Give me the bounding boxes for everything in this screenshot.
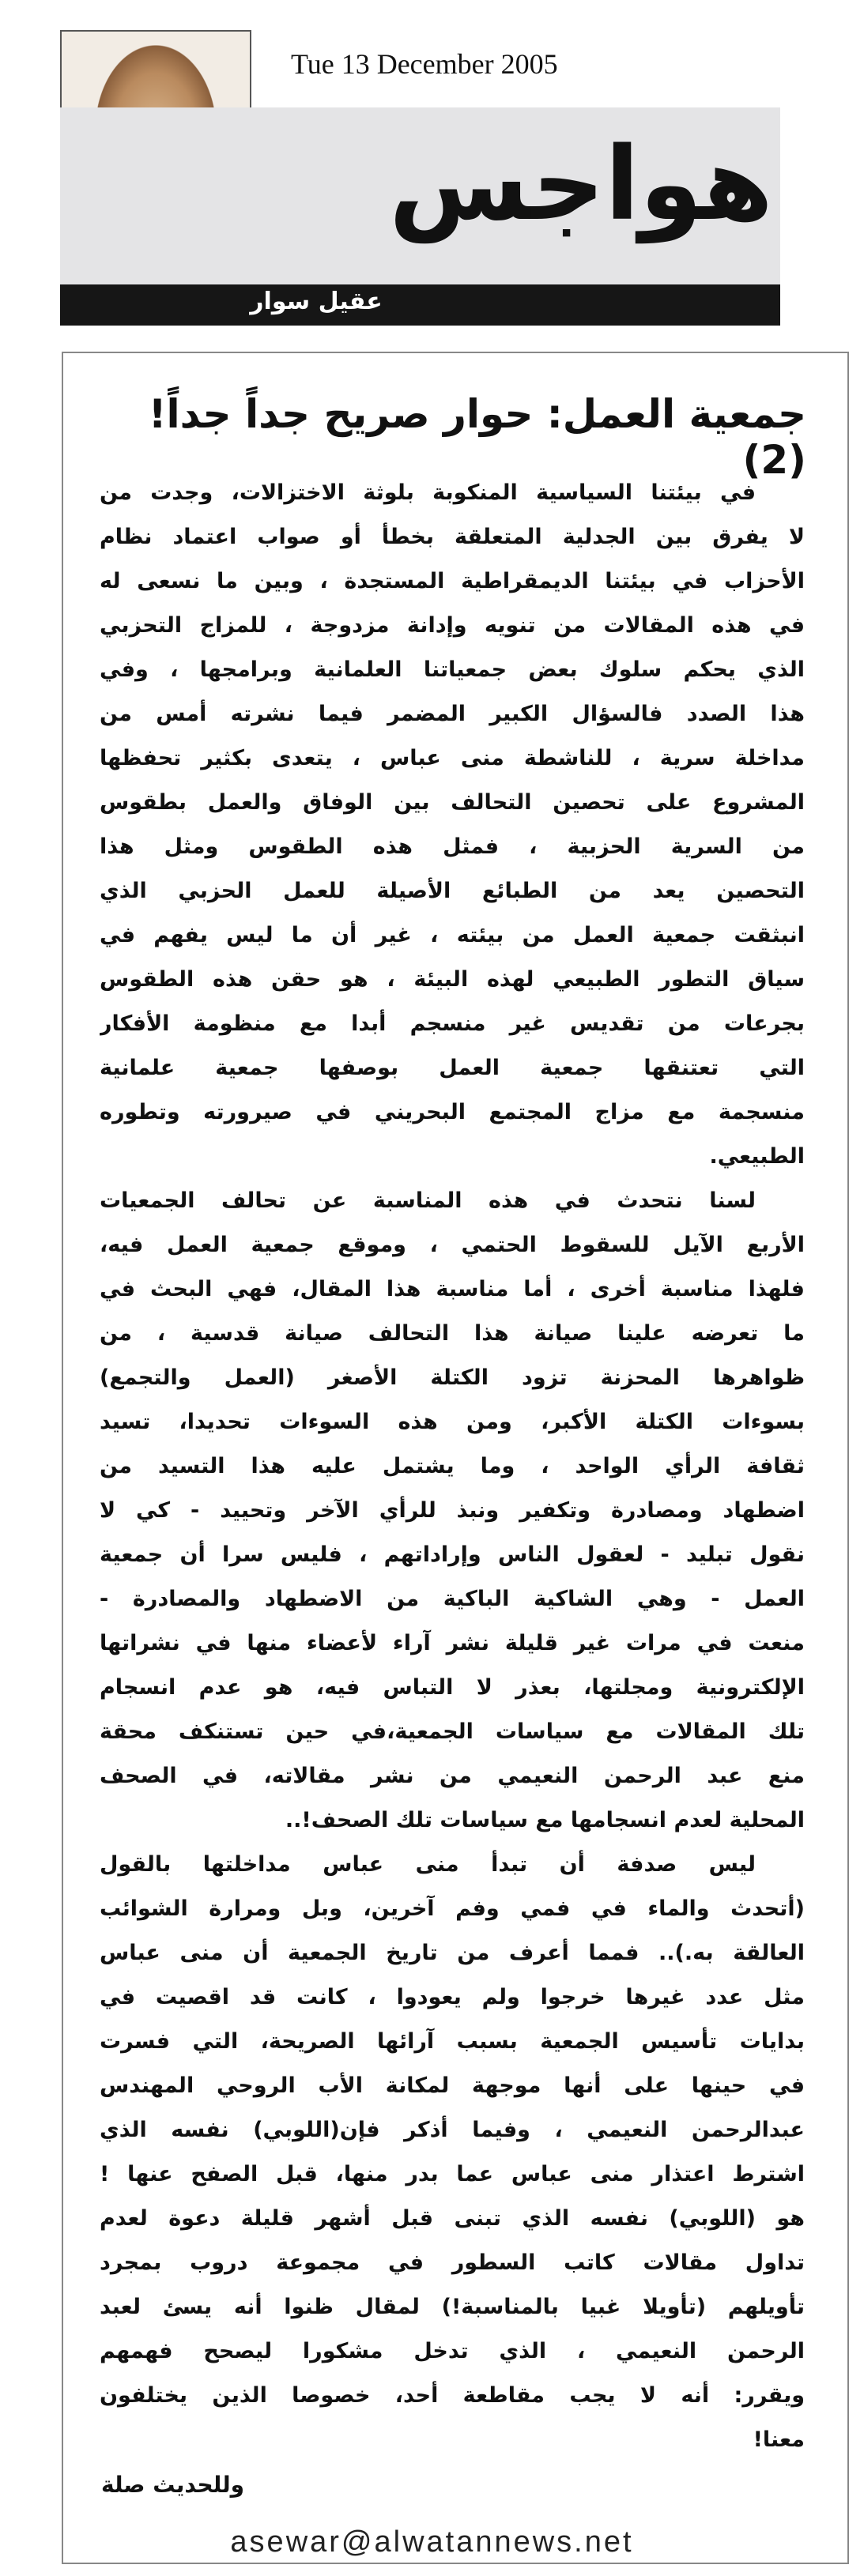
text-line: ظواهرها المحزنة تزود الكتلة الأصغر (العمل والتجمع) [100,1365,805,1390]
text-line: في حينها على أنها موجهة لمكانة الأب الروحي المهندس [100,2073,805,2098]
text-line: منع عبد الرحمن النعيمي من نشر مقالاته، في الصحف [100,1764,805,1788]
text-line: المحلية لعدم انسجامها مع سياسات تلك الصحف!.. [285,1808,805,1832]
column-title: هواجس [388,126,773,243]
paragraph [100,1179,805,1843]
text-line: بسوءات الكتلة الأكبر، ومن هذه السوءات تحديدا، تسيد [100,1410,805,1434]
text-line: لسنا نتحدث في هذه المناسبة عن تحالف الجمعيات [100,1188,756,1213]
text-line: المشروع على تحصين التحالف بين الوفاق والعمل بطقوس [100,790,805,815]
text-line: في بيئتنا السياسية المنكوبة بلوثة الاختزالات، وجدت من [100,480,756,505]
text-line: لا يفرق بين الجدلية المتعلقة بخطأ أو صواب اعتماد نظام [100,525,805,549]
text-line: عبدالرحمن النعيمي ، وفيما أذكر فإن(اللوبي) نفسه الذي [100,2118,805,2142]
text-line: اشترط اعتذار منى عباس عما بدر منها، قبل الصفح عنها ! [100,2162,805,2186]
paragraph [100,471,805,1179]
text-line: ويقرر: أنه لا يجب مقاطعة أحد، خصوصا الذين يختلفون [100,2383,805,2408]
text-line: التحصين يعد من الطبائع الأصيلة للعمل الحزبي الذي [100,879,805,903]
text-line: الأربع الآيل للسقوط الحتمي ، وموقع جمعية العمل فيه، [100,1233,805,1257]
text-line: الأحزاب في بيئتنا الديمقراطية المستجدة ، وبين ما نسعى له [100,569,805,593]
text-line: اضطهاد ومصادرة وتكفير ونبذ للرأي الآخر وتحييد - كي لا [100,1498,805,1523]
text-line: تلك المقالات مع سياسات الجمعية،في حين تستنكف محقة [100,1719,805,1744]
text-line: العمل - وهي الشاكية الباكية من الاضطهاد والمصادرة - [100,1587,805,1611]
text-line: ما تعرضه علينا صيانة هذا التحالف صيانة قدسية ، من [100,1321,805,1346]
text-line: هذا الصدد فالسؤال الكبير المضمر فيما نشرته أمس من [100,702,805,726]
author-email[interactable]: asewar@alwatannews.net [230,2525,634,2559]
text-line: العالقة به.).. فمما أعرف من تاريخ الجمعية أن منى عباس [100,1941,805,1965]
text-line: سياق التطور الطبيعي لهذه البيئة ، هو حقن هذه الطقوس [100,967,805,992]
paragraph [100,1843,805,2462]
text-line: منسجمة مع مزاج المجتمع البحريني في صيرورته وتطوره [100,1100,805,1124]
text-line: معنا! [753,2427,805,2452]
author-name: عقيل سوار [250,288,383,315]
text-line: هو (اللوبي) نفسه الذي تبنى قبل أشهر قليلة دعوة لعدم [100,2206,805,2231]
text-line: بجرعات من تقديس غير منسجم أبدا مع منظومة الأفكار [100,1011,805,1036]
text-line: الإلكترونية ومجلتها، بعذر لا التباس فيه، هو عدم انسجام [100,1675,805,1700]
article-body [100,471,805,2462]
text-line: ليس صدفة أن تبدأ منى عباس مداخلتها بالقول [100,1852,756,1877]
text-line: (أتحدث والماء في فمي وفم آخرين، وبل ومرارة الشوائب [100,1896,805,1921]
text-line: الرحمن النعيمي ، الذي تدخل مشكورا ليصحح فهمهم [100,2339,805,2363]
text-line: فلهذا مناسبة أخرى ، أما مناسبة هذا المقال، فهي البحث في [100,1277,805,1301]
text-line: منعت في مرات غير قليلة نشر آراء لأعضاء منها في نشراتها [100,1631,805,1655]
publication-date: Tue 13 December 2005 [291,48,558,80]
text-line: في هذه المقالات من تنويه وإدانة مزدوجة ، للمزاج التحزبي [100,613,805,638]
text-line: الذي يحكم سلوك بعض جمعياتنا العلمانية وبرامجها ، وفي [100,657,805,682]
author-bar [60,284,780,326]
text-line: مثل عدد غيرها خرجوا ولم يعودوا ، كانت قد اقصيت في [100,1985,805,2009]
text-line: التي تعتنقها جمعية العمل بوصفها جمعية علمانية [100,1056,805,1080]
text-line: الطبيعي. [709,1144,805,1169]
text-line: ثقافة الرأي الواحد ، وما يشتمل عليه هذا التسيد من [100,1454,805,1478]
text-line: نقول تبليد - لعقول الناس وإراداتهم ، فليس سرا أن جمعية [100,1542,805,1567]
text-line: انبثقت جمعية العمل من بيئته ، غير أن ما ليس يفهم في [100,923,805,947]
text-line: تأويلهم (تأويلا غبيا بالمناسبة!) لمقال ظنوا أنه يسئ لعبد [100,2295,805,2319]
text-line: تداول مقالات كاتب السطور في مجموعة دروب بمجرد [100,2250,805,2275]
text-line: مداخلة سرية ، للناشطة منى عباس ، يتعدى بكثير تحفظها [100,746,805,770]
text-line: من السرية الحزبية ، فمثل هذه الطقوس ومثل هذا [100,834,805,859]
text-line: بدايات تأسيس الجمعية بسبب آرائها الصريحة، التي فسرت [100,2029,805,2054]
article-title: جمعية العمل: حوار صريح جداً جداً! (2) [148,391,806,483]
signoff: وللحديث صلة [101,2472,245,2498]
